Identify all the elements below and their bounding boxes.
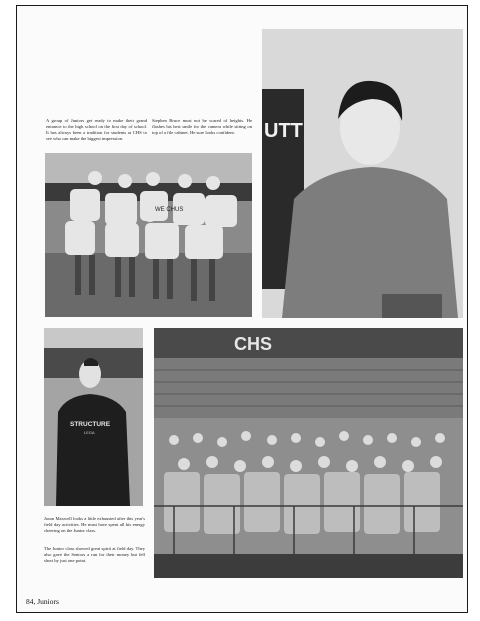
caption-junior-class: The Junior class showed great spirit at field day. They also gave the Seniors a run for their money but fell short by just one point. bbox=[44, 546, 145, 563]
caption-juniors-group: A group of Juniors get ready to make their grand entrance to the high school on the first day of school. It has always been a tradition for students at CHS to see who can make the biggest impression. bbox=[46, 118, 147, 141]
jason-shirt-lettering: STRUCTURE bbox=[70, 421, 111, 428]
shirt-lettering: WE CHUS bbox=[155, 207, 184, 213]
photo-juniors-group bbox=[45, 153, 252, 317]
jason-shirt-small-lettering: LEGA bbox=[84, 430, 95, 435]
photo-jason bbox=[44, 328, 143, 506]
photo-stephen bbox=[262, 29, 463, 318]
scoreboard-lettering: CHS bbox=[234, 334, 273, 354]
sign-lettering: UTT bbox=[264, 120, 303, 142]
page-folio: 84, Juniors bbox=[26, 597, 59, 606]
photo-junior-class-field-day bbox=[154, 328, 463, 578]
caption-jason: Jason Maxwell looks a little exhausted after this year's field day activities. He must have spent all his energy cheering on the Junior class. bbox=[44, 516, 145, 533]
caption-stephen: Stephen Bruce must not be scared of heights. He flashes his best smile for the camera while sitting on top of a file cabinet. He sure looks confident. bbox=[152, 118, 252, 135]
